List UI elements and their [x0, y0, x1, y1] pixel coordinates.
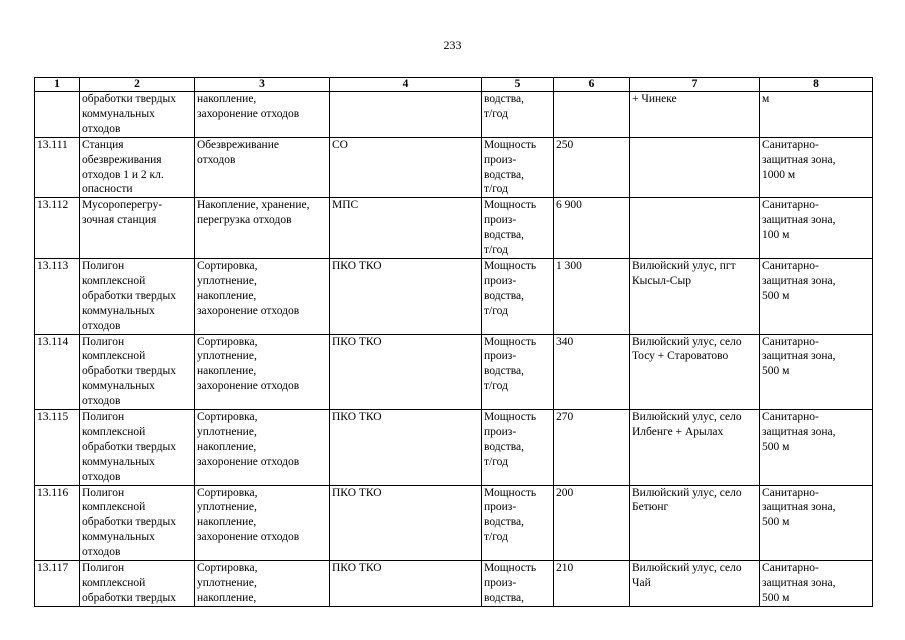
parameter-line: Мощность — [484, 411, 537, 424]
row-number-cell: 13.117 — [35, 561, 80, 607]
value-cell: 210 — [554, 561, 630, 607]
object-name-line: обработки твердых — [82, 289, 176, 302]
parameter-line: произ- — [484, 350, 517, 363]
object-name-line: обработки твердых — [82, 591, 176, 604]
parameter-line: произ- — [484, 425, 517, 438]
parameter-line: водства, — [484, 591, 525, 604]
object-name-line: комплексной — [82, 350, 146, 363]
value-cell: 250 — [554, 137, 630, 198]
purpose-line: накопление, — [197, 440, 257, 453]
location-cell — [630, 92, 760, 138]
zone-line: 500 м — [762, 440, 790, 453]
location-line: Вилюйский улус, село — [632, 411, 742, 424]
purpose-cell — [195, 258, 330, 334]
object-name-cell — [80, 334, 195, 410]
table-row — [35, 485, 873, 561]
parameter-line: Мощность — [484, 486, 537, 499]
object-name-line: обработки твердых — [82, 440, 176, 453]
purpose-line: уплотнение, — [197, 274, 257, 287]
object-name-line: Полигон — [82, 411, 125, 424]
parameter-line: т/год — [484, 107, 508, 120]
object-name-line: зочная станция — [82, 214, 157, 227]
purpose-line: уплотнение, — [197, 425, 257, 438]
row-number-cell: 13.114 — [35, 334, 80, 410]
object-name-line: коммунальных — [82, 380, 155, 393]
row-number-cell: 13.116 — [35, 485, 80, 561]
location-line: Чай — [632, 577, 651, 589]
zone-line: 500 м — [762, 516, 790, 529]
purpose-line: перегрузка отходов — [197, 214, 292, 227]
parameter-line: Мощность — [484, 259, 537, 272]
value-cell: 200 — [554, 485, 630, 561]
parameter-cell — [482, 485, 554, 561]
object-name-cell — [80, 137, 195, 198]
object-name-cell — [80, 92, 195, 138]
row-number-cell: 13.111 — [35, 137, 80, 198]
parameter-line: водства, — [484, 516, 525, 529]
row-number-cell: 13.113 — [35, 258, 80, 334]
parameter-line: Мощность — [484, 138, 537, 151]
zone-line: Санитарно- — [762, 335, 819, 348]
zone-line: 500 м — [762, 289, 790, 302]
value-cell — [554, 92, 630, 138]
zone-line: м — [762, 93, 770, 105]
location-cell — [630, 258, 760, 334]
object-name-line: опасности — [82, 183, 133, 196]
table-row — [35, 561, 873, 607]
purpose-line: Сортировка, — [197, 486, 258, 499]
object-name-cell — [80, 198, 195, 259]
object-name-line: Мусороперегру- — [82, 199, 163, 212]
object-type-cell: ПКО ТКО — [330, 410, 482, 486]
objects-table — [34, 77, 873, 607]
location-line: Кысыл-Сыр — [632, 274, 691, 287]
table-row — [35, 334, 873, 410]
object-name-line: обработки твердых — [82, 516, 176, 529]
column-header: 2 — [80, 78, 195, 92]
column-header: 7 — [630, 78, 760, 92]
table-body — [35, 92, 873, 607]
object-name-line: отходов — [82, 395, 121, 408]
zone-cell — [760, 198, 873, 259]
table-row — [35, 137, 873, 198]
parameter-line: т/год — [484, 304, 508, 317]
parameter-line: водства, — [484, 168, 525, 181]
parameter-line: Мощность — [484, 199, 537, 212]
object-name-line: отходов — [82, 122, 121, 135]
purpose-cell — [195, 198, 330, 259]
purpose-line: уплотнение, — [197, 501, 257, 514]
object-name-line: Станция — [82, 138, 124, 151]
object-name-line: комплексной — [82, 274, 146, 287]
purpose-line: уплотнение, — [197, 577, 257, 589]
parameter-cell — [482, 561, 554, 607]
column-header: 1 — [35, 78, 80, 92]
table-row — [35, 410, 873, 486]
table-row — [35, 258, 873, 334]
purpose-line: накопление, — [197, 93, 257, 105]
zone-line: Санитарно- — [762, 562, 819, 575]
location-line: + Чинеке — [632, 93, 677, 105]
zone-cell — [760, 561, 873, 607]
purpose-line: Сортировка, — [197, 562, 258, 575]
purpose-line: Сортировка, — [197, 335, 258, 348]
purpose-cell — [195, 485, 330, 561]
location-cell — [630, 137, 760, 198]
zone-line: защитная зона, — [762, 274, 836, 287]
object-name-line: обработки твердых — [82, 93, 176, 105]
parameter-cell — [482, 198, 554, 259]
column-header: 3 — [195, 78, 330, 92]
parameter-line: произ- — [484, 214, 517, 227]
object-name-line: Полигон — [82, 562, 125, 575]
purpose-line: Сортировка, — [197, 411, 258, 424]
parameter-line: т/год — [484, 531, 508, 544]
parameter-line: водства, — [484, 440, 525, 453]
purpose-line: отходов — [197, 153, 236, 166]
object-name-line: отходов 1 и 2 кл. — [82, 168, 164, 181]
purpose-line: Сортировка, — [197, 259, 258, 272]
column-header: 6 — [554, 78, 630, 92]
parameter-line: водства, — [484, 93, 525, 105]
zone-line: защитная зона, — [762, 425, 836, 438]
object-name-line: Полигон — [82, 335, 125, 348]
location-line: Тосу + Староватово — [632, 350, 729, 363]
parameter-line: водства, — [484, 365, 525, 378]
object-type-cell: ПКО ТКО — [330, 334, 482, 410]
object-name-line: обработки твердых — [82, 365, 176, 378]
zone-line: Санитарно- — [762, 138, 819, 151]
object-name-line: отходов — [82, 470, 121, 483]
column-header: 5 — [482, 78, 554, 92]
parameter-cell — [482, 92, 554, 138]
parameter-line: т/год — [484, 455, 508, 468]
location-line: Вилюйский улус, пгт — [632, 259, 736, 272]
row-number-cell: 13.115 — [35, 410, 80, 486]
object-name-cell — [80, 485, 195, 561]
zone-line: Санитарно- — [762, 486, 819, 499]
value-cell: 270 — [554, 410, 630, 486]
parameter-line: произ- — [484, 274, 517, 287]
object-name-line: коммунальных — [82, 455, 155, 468]
purpose-line: накопление, — [197, 289, 257, 302]
parameter-line: водства, — [484, 229, 525, 242]
parameter-line: произ- — [484, 153, 517, 166]
zone-line: Санитарно- — [762, 199, 819, 212]
value-cell: 1 300 — [554, 258, 630, 334]
location-cell — [630, 485, 760, 561]
object-name-cell — [80, 410, 195, 486]
object-name-line: комплексной — [82, 577, 146, 589]
column-header: 8 — [760, 78, 873, 92]
zone-line: защитная зона, — [762, 577, 836, 589]
purpose-line: захоронение отходов — [197, 304, 300, 317]
purpose-line: накопление, — [197, 591, 257, 604]
purpose-line: захоронение отходов — [197, 107, 300, 120]
zone-cell — [760, 334, 873, 410]
object-name-line: коммунальных — [82, 304, 155, 317]
parameter-cell — [482, 137, 554, 198]
object-name-line: комплексной — [82, 425, 146, 438]
zone-line: защитная зона, — [762, 501, 836, 514]
object-name-line: Полигон — [82, 486, 125, 499]
zone-line: защитная зона, — [762, 214, 836, 227]
zone-line: 1000 м — [762, 168, 796, 181]
parameter-line: произ- — [484, 501, 517, 514]
parameter-cell — [482, 410, 554, 486]
object-name-line: обезвреживания — [82, 153, 162, 166]
purpose-line: накопление, — [197, 516, 257, 529]
object-type-cell: ПКО ТКО — [330, 485, 482, 561]
zone-line: Санитарно- — [762, 411, 819, 424]
parameter-line: т/год — [484, 244, 508, 257]
zone-cell — [760, 137, 873, 198]
zone-cell — [760, 258, 873, 334]
location-line: Вилюйский улус, село — [632, 562, 742, 575]
location-cell — [630, 561, 760, 607]
purpose-line: Накопление, хранение, — [197, 199, 310, 212]
object-name-line: Полигон — [82, 259, 125, 272]
zone-line: защитная зона, — [762, 350, 836, 363]
purpose-line: уплотнение, — [197, 350, 257, 363]
object-name-line: коммунальных — [82, 531, 155, 544]
object-name-line: отходов — [82, 546, 121, 559]
purpose-line: Обезвреживание — [197, 138, 279, 151]
purpose-line: накопление, — [197, 365, 257, 378]
location-line: Вилюйский улус, село — [632, 335, 742, 348]
object-name-cell — [80, 258, 195, 334]
zone-line: 500 м — [762, 365, 790, 378]
purpose-line: захоронение отходов — [197, 455, 300, 468]
object-type-cell — [330, 92, 482, 138]
zone-line: защитная зона, — [762, 153, 836, 166]
table-header-row — [35, 78, 873, 92]
zone-line: Санитарно- — [762, 259, 819, 272]
purpose-line: захоронение отходов — [197, 531, 300, 544]
zone-cell — [760, 92, 873, 138]
object-name-cell — [80, 561, 195, 607]
zone-cell — [760, 410, 873, 486]
parameter-cell — [482, 334, 554, 410]
object-name-line: комплексной — [82, 501, 146, 514]
location-line: Вилюйский улус, село — [632, 486, 742, 499]
value-cell: 6 900 — [554, 198, 630, 259]
parameter-cell — [482, 258, 554, 334]
parameter-line: произ- — [484, 577, 517, 589]
object-type-cell: ПКО ТКО — [330, 561, 482, 607]
location-cell — [630, 334, 760, 410]
object-type-cell: ПКО ТКО — [330, 258, 482, 334]
column-header: 4 — [330, 78, 482, 92]
value-cell: 340 — [554, 334, 630, 410]
zone-cell — [760, 485, 873, 561]
table-row — [35, 198, 873, 259]
object-name-line: отходов — [82, 319, 121, 332]
location-cell — [630, 410, 760, 486]
parameter-line: т/год — [484, 380, 508, 393]
object-type-cell: СО — [330, 137, 482, 198]
table-row — [35, 92, 873, 138]
row-number-cell — [35, 92, 80, 138]
purpose-cell — [195, 92, 330, 138]
object-name-line: коммунальных — [82, 107, 155, 120]
purpose-cell — [195, 334, 330, 410]
location-line: Илбенге + Арылах — [632, 425, 724, 438]
parameter-line: Мощность — [484, 335, 537, 348]
zone-line: 100 м — [762, 229, 790, 242]
purpose-cell — [195, 137, 330, 198]
location-line: Бетюнг — [632, 501, 669, 514]
parameter-line: Мощность — [484, 562, 537, 575]
row-number-cell: 13.112 — [35, 198, 80, 259]
parameter-line: т/год — [484, 183, 508, 196]
purpose-cell — [195, 410, 330, 486]
location-cell — [630, 198, 760, 259]
parameter-line: водства, — [484, 289, 525, 302]
page-number: 233 — [443, 38, 462, 52]
purpose-line: захоронение отходов — [197, 380, 300, 393]
zone-line: 500 м — [762, 591, 790, 604]
object-type-cell: МПС — [330, 198, 482, 259]
purpose-cell — [195, 561, 330, 607]
